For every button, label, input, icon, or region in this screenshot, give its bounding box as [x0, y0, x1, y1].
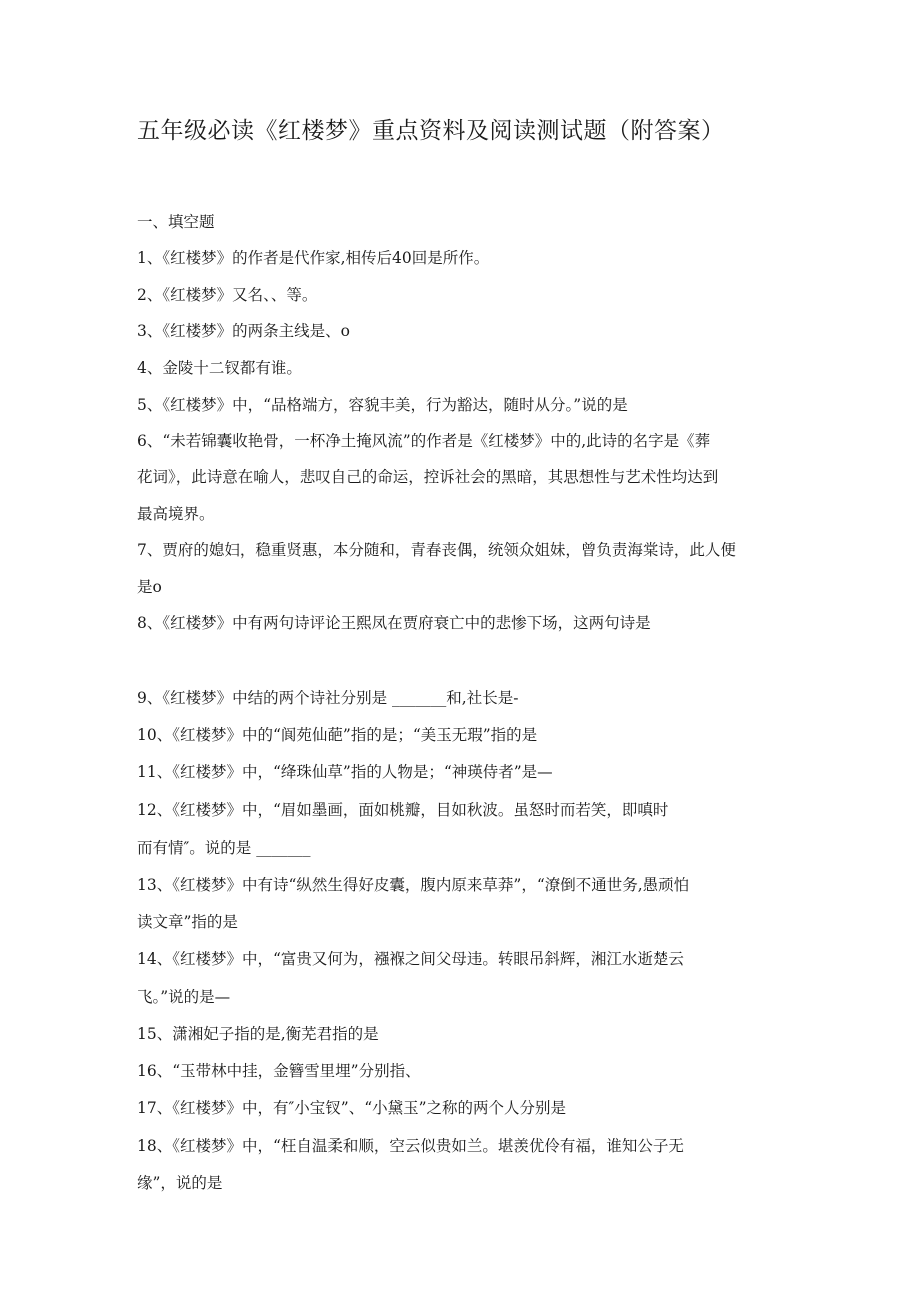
question-line: 14、《红楼梦》中，“富贵又何为，襁褓之间父母违。转眼吊斜辉，湘江水逝楚云: [137, 950, 684, 968]
document-title: 五年级必读《红楼梦》重点资料及阅读测试题（附答案）: [137, 118, 725, 144]
question-line: 17、《红楼梦》中，有″小宝钗”、“小黛玉”之称的两个人分别是: [137, 1099, 567, 1117]
question-line: 8、《红楼梦》中有两句诗评论王熙凤在贾府衰亡中的悲惨下场，这两句诗是: [137, 614, 651, 632]
question-line: 7、贾府的媳妇，稳重贤惠，本分随和，青春丧偶，统领众姐妹，曾负责海棠诗，此人便: [137, 541, 736, 559]
question-line: 而有情″。说的是 _______: [137, 839, 311, 857]
question-line: 16、“玉带林中挂，金簪雪里埋”分别指、: [137, 1062, 421, 1080]
section-heading: 一、填空题: [137, 213, 215, 231]
question-line: 15、潇湘妃子指的是,衡芜君指的是: [137, 1025, 379, 1043]
question-line: 飞。”说的是—: [137, 988, 231, 1006]
question-line: 是o: [137, 578, 162, 596]
question-line: 花词》，此诗意在喻人，悲叹自己的命运，控诉社会的黑暗，其思想性与艺术性均达到: [137, 468, 719, 486]
question-line: 10、《红楼梦》中的“阆苑仙葩”指的是；“美玉无瑕”指的是: [137, 726, 538, 744]
question-line: 13、《红楼梦》中有诗“纵然生得好皮囊，腹内原来草莽”，“潦倒不通世务,愚顽怕: [137, 876, 690, 894]
question-line: 1、《红楼梦》的作者是代作家,相传后40回是所作。: [137, 249, 490, 267]
question-line: 4、金陵十二钗都有谁。: [137, 359, 302, 377]
question-line: 12、《红楼梦》中，“眉如墨画，面如桃瓣，目如秋波。虽怒时而若笑，即嗔时: [137, 801, 669, 819]
question-line: 11、《红楼梦》中，“绛珠仙草”指的人物是；“神瑛侍者”是—: [137, 763, 553, 781]
question-line: 最高境界。: [137, 505, 215, 523]
question-line: 18、《红楼梦》中，“枉自温柔和顺，空云似贵如兰。堪羡优伶有福，谁知公子无: [137, 1137, 684, 1155]
question-line: 3、《红楼梦》的两条主线是、o: [137, 322, 350, 340]
question-line: 2、《红楼梦》又名、、等。: [137, 286, 318, 304]
question-line: 读文章”指的是: [137, 913, 238, 931]
question-line: 9、《红楼梦》中结的两个诗社分别是 _______和,社长是-: [137, 689, 519, 707]
question-line: 6、“未若锦囊收艳骨，一杯净土掩风流”的作者是《红楼梦》中的,此诗的名字是《葬: [137, 432, 711, 450]
question-line: 缘”，说的是: [137, 1174, 223, 1192]
question-line: 5、《红楼梦》中，“品格端方，容貌丰美，行为豁达，随时从分。”说的是: [137, 396, 628, 414]
